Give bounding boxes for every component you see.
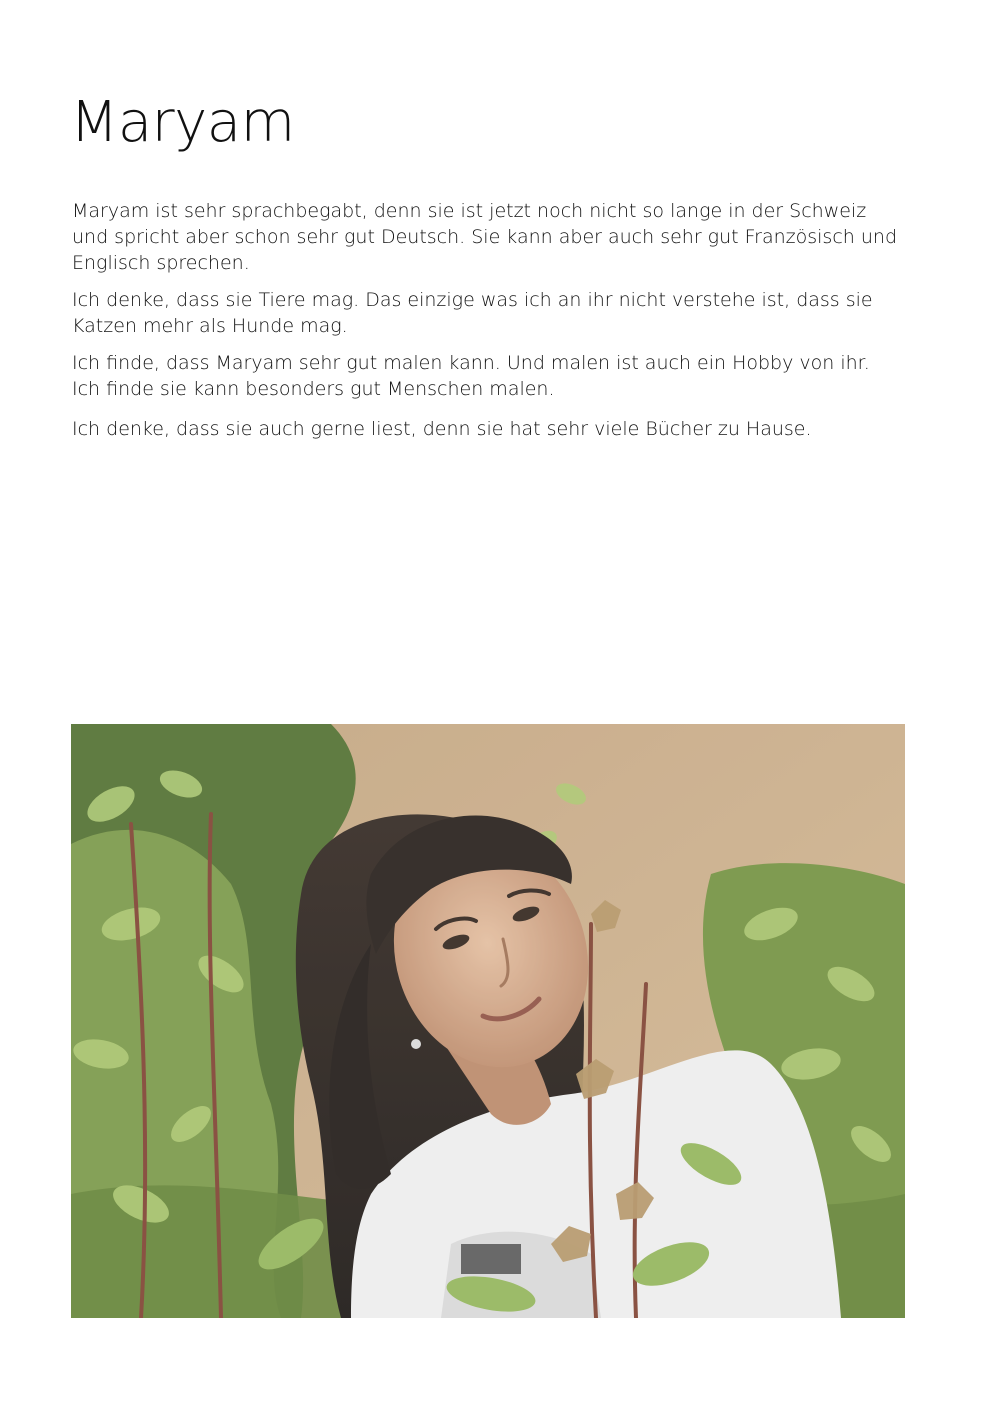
portrait-photo <box>71 724 905 1318</box>
paragraph-animals: Ich denke, dass sie Tiere mag. Das einzige was ich an ihr nicht verstehe ist, dass sie Katzen mehr als Hunde mag. <box>72 289 873 337</box>
paragraph-reading: Ich denke, dass sie auch gerne liest, denn sie hat sehr viele Bücher zu Hause. <box>72 418 812 440</box>
body-text <box>72 198 902 453</box>
paragraph-languages: Maryam ist sehr sprachbegabt, denn sie ist jetzt noch nicht so lange in der Schweiz und spricht aber schon sehr gut Deutsch. Sie kann aber auch sehr gut Französisch und Englisch sprechen. <box>72 200 898 274</box>
paragraph-drawing: Ich finde, dass Maryam sehr gut malen kann. Und malen ist auch ein Hobby von ihr. Ich finde sie kann besonders gut Menschen malen. <box>72 352 870 400</box>
portrait-photo-illustration <box>71 724 905 1318</box>
page-title: Maryam <box>70 90 295 155</box>
